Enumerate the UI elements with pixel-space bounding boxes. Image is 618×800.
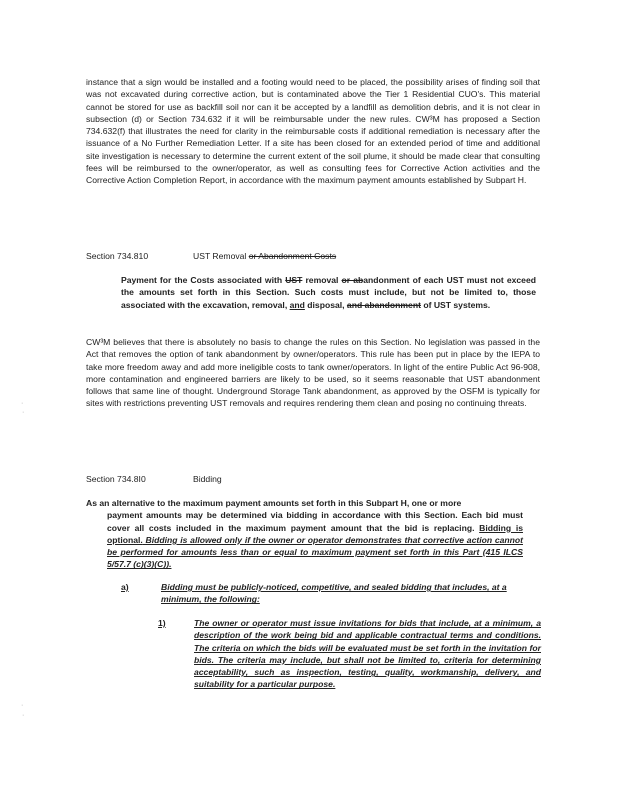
item-a xyxy=(121,581,537,606)
item-1 xyxy=(158,617,541,691)
bidding-body xyxy=(86,497,541,571)
section-title-struck: or Abandonment Costs xyxy=(248,251,337,261)
item-a-label: a) xyxy=(121,582,129,592)
margin-speck: · xyxy=(21,702,24,709)
bidding-continuation: payment amounts may be determined via bidding in accordance with this Section. Each bid must cover all costs included in the maximum payment amount that the bid is replacing. Bidding is optional. Bidding is allowed only if the owner or operator demonstrates that corrective action cannot be performed for amounts less than or equal to maximum payment set forth in this Part (415 ILCS 5/57.7 (c)(3)(C)). xyxy=(107,510,523,570)
section-title: Bidding xyxy=(193,474,222,484)
bidding-first-line: As an alternative to the maximum payment amounts set forth in this Subpart H, one or more xyxy=(86,498,462,508)
intro-paragraph: instance that a sign would be installed and a footing would need to be placed, the possibility arises of finding soil that was not excavated during corrective action, but is contaminated above the Tier 1 Residential CUO's. This material cannot be stored for use as backfill soil nor can it be accepted by a landfill as demolition debris, and it is not clear in subsection (d) or Section 734.632 if it will be reimbursable under the new rules. CW³M has proposed a Section 734.632(f) that illustrates the need for clarity in the reimbursable costs if additional remediation is necessary after the issuance of a No Further Remediation Letter. If a site has been closed for an extended period of time and additional site investigation is necessary to determine the current extent of the soil plume, it should be made clear that consulting fees will be reimbursed to the owner/operator, as well as consulting fees for Corrective Action activities and the Corrective Action Completion Report, in accordance with the maximum payment amounts established by Subpart H. xyxy=(86,77,540,186)
item-a-text: Bidding must be publicly-noticed, competitive, and sealed bidding that includes, at a minimum, the following: xyxy=(161,582,507,605)
section-bidding-heading xyxy=(86,473,222,485)
margin-speck: · xyxy=(22,712,25,719)
section-number: Section 734.810 xyxy=(86,251,149,261)
item-1-label: 1) xyxy=(158,618,166,628)
section-734-810-heading xyxy=(86,250,336,262)
section-number: Section 734.8I0 xyxy=(86,474,146,484)
item-1-text: The owner or operator must issue invitations for bids that include, at a minimum, a description of the work being bid and applicable contractual terms and conditions. The criteria on which the bids will be evaluated must be set forth in the invitation for bids. The criteria may include, but shall not be limited to, criteria for determining acceptability, such as inspection, testing, quality, workmanship, delivery, and suitability for a particular purpose. xyxy=(194,618,541,690)
margin-speck: · xyxy=(22,409,25,416)
section-810-body: Payment for the Costs associated with UST removal or abandonment of each UST must not exceed the amounts set forth in this Section. Such costs must include, but not be limited to, those associated with the excavation, removal, and disposal, and abandonment of UST systems. xyxy=(121,275,536,310)
margin-speck: · xyxy=(21,400,24,407)
section-title: UST Removal xyxy=(193,251,249,261)
section-810-comment: CW³M believes that there is absolutely no basis to change the rules on this Section. No legislation was passed in the Act that removes the option of tank abandonment by owner/operators. This rule has been put in place by the IEPA to take more freedom away and add more ineligible costs to tank owner/operators. In light of the entire Public Act 96-908, more contamination and engineered barriers are likely to be used, so it seems reasonable that UST abandonment follows that same line of thought. Underground Storage Tank abandonment, as approved by the OSFM is typically for sites with restrictions preventing UST removals and requires rendering them clean and posing no continuing threats. xyxy=(86,337,540,409)
